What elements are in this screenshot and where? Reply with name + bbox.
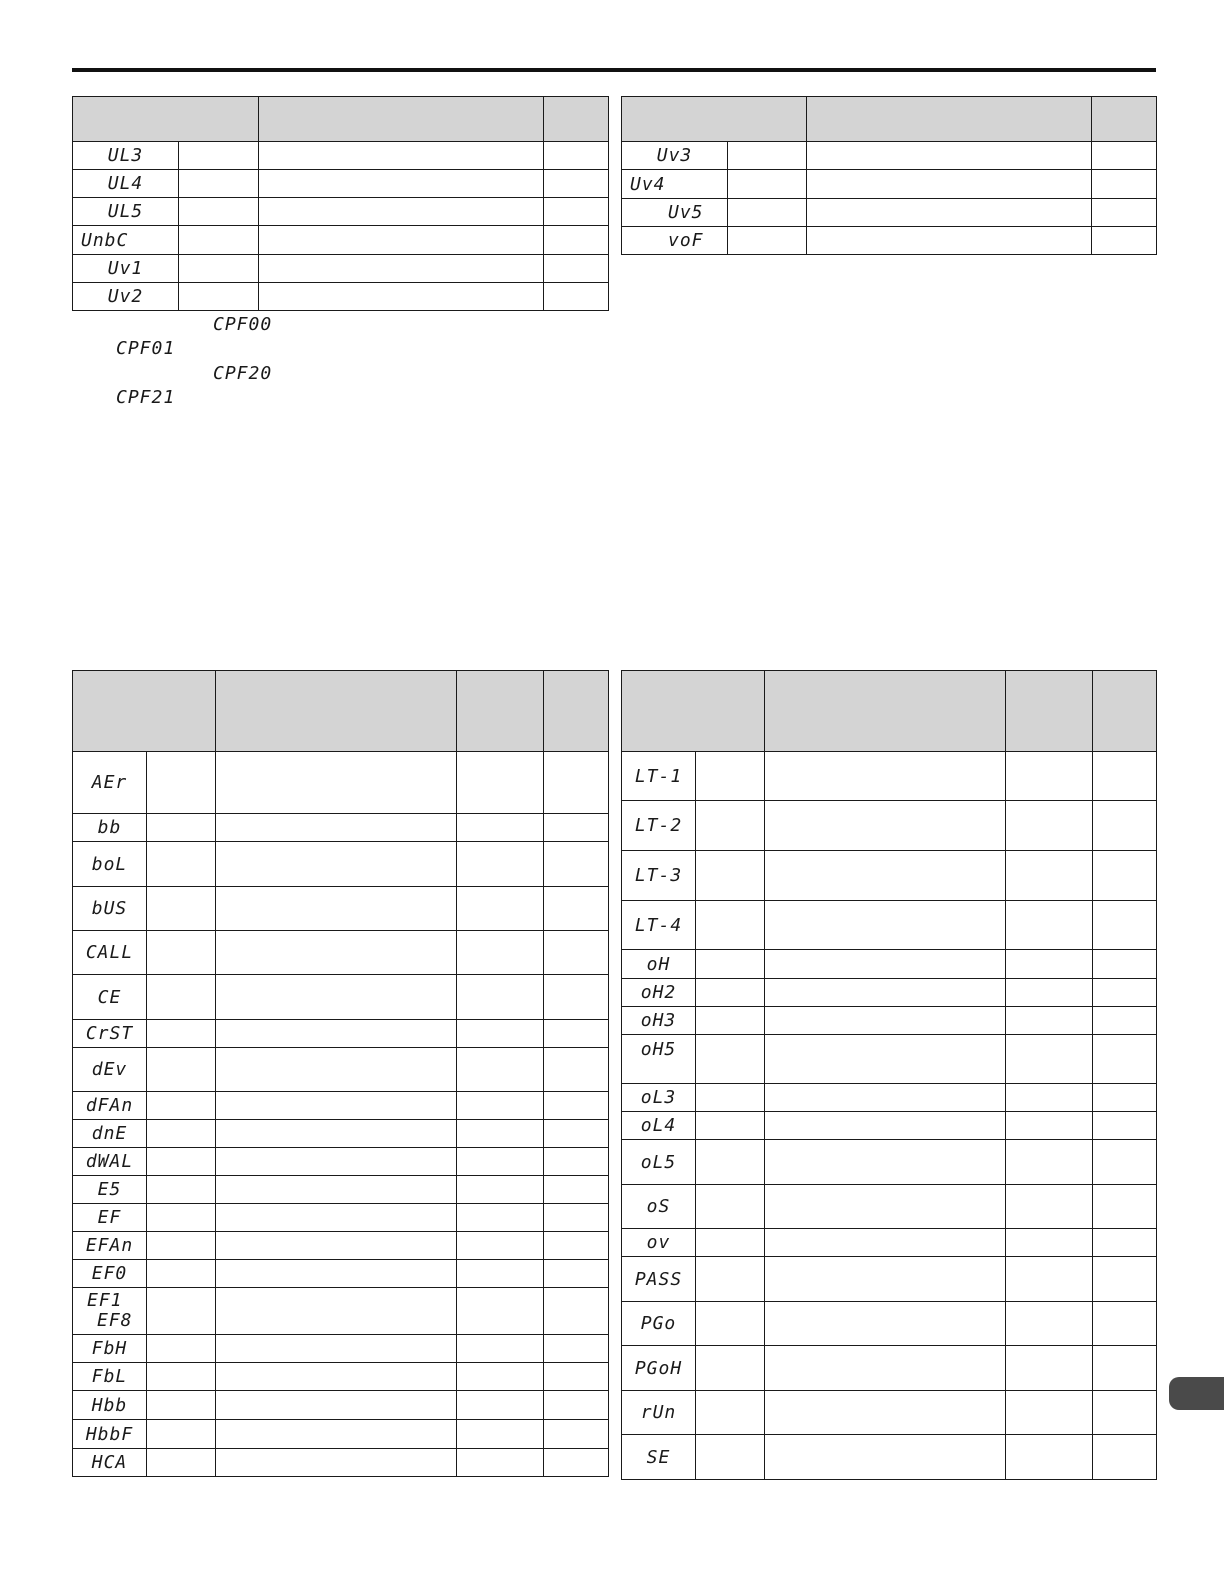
display-code: dFAn xyxy=(73,1092,147,1120)
display-code: LT-1 xyxy=(622,752,696,801)
table-row xyxy=(622,1185,1157,1229)
display-code: boL xyxy=(73,842,147,887)
table-header-row xyxy=(622,671,1157,752)
table-row xyxy=(622,950,1157,979)
table-row xyxy=(622,979,1157,1007)
display-code: bUS xyxy=(73,887,147,931)
header-cell xyxy=(259,97,544,142)
table-row xyxy=(73,1232,609,1260)
table-row xyxy=(622,1112,1157,1140)
table-row xyxy=(73,198,609,226)
display-code: PGo xyxy=(622,1302,696,1346)
table-row xyxy=(73,1335,609,1363)
table-row xyxy=(622,170,1157,199)
header-cell xyxy=(457,671,544,752)
display-code: FbH xyxy=(73,1335,147,1363)
header-cell xyxy=(216,671,457,752)
table-header-row xyxy=(73,671,609,752)
header-cell xyxy=(1093,671,1157,752)
bottom-right-alarm-table xyxy=(621,670,1157,1480)
table-row xyxy=(622,1140,1157,1185)
table-row xyxy=(73,283,609,311)
header-cell xyxy=(73,97,259,142)
top-left-alarm-table xyxy=(72,96,609,311)
table-row xyxy=(73,752,609,814)
table-row xyxy=(73,887,609,931)
note-code: CPF21 xyxy=(116,387,176,408)
display-code: oH3 xyxy=(622,1007,696,1035)
table-row xyxy=(73,170,609,198)
table-row xyxy=(73,975,609,1020)
display-code: EF8 xyxy=(97,1310,133,1331)
note-code: CPF01 xyxy=(116,338,176,359)
display-code: UnbC xyxy=(73,226,179,255)
display-code: Uv2 xyxy=(73,283,179,311)
table-row xyxy=(73,1092,609,1120)
display-code: Uv3 xyxy=(622,142,728,170)
display-code: Uv1 xyxy=(73,255,179,283)
display-code: oL3 xyxy=(622,1084,696,1112)
table-row xyxy=(73,1260,609,1288)
display-code: UL5 xyxy=(73,198,179,226)
table-header-row xyxy=(622,97,1157,142)
table-row xyxy=(622,801,1157,851)
display-code: HCA xyxy=(73,1449,147,1477)
table-row xyxy=(622,1346,1157,1391)
display-code: EF1 xyxy=(87,1290,123,1311)
display-code: CALL xyxy=(73,931,147,975)
header-cell xyxy=(544,97,609,142)
display-code: LT-3 xyxy=(622,851,696,901)
chapter-tab-marker xyxy=(1169,1377,1224,1410)
display-code: ov xyxy=(622,1229,696,1257)
display-code: rUn xyxy=(622,1391,696,1435)
display-code: dEv xyxy=(73,1048,147,1092)
display-code: HbbF xyxy=(73,1420,147,1449)
display-code: Uv4 xyxy=(622,170,728,199)
display-code: EF0 xyxy=(73,1260,147,1288)
display-code: Uv5 xyxy=(622,199,728,227)
table-row xyxy=(73,931,609,975)
display-code: CE xyxy=(73,975,147,1020)
display-code: E5 xyxy=(73,1176,147,1204)
table-row xyxy=(73,1020,609,1048)
header-cell xyxy=(807,97,1092,142)
table-row xyxy=(622,901,1157,950)
table-row xyxy=(73,226,609,255)
display-code: CrST xyxy=(73,1020,147,1048)
note-code: CPF00 xyxy=(213,314,273,335)
table-row xyxy=(73,1048,609,1092)
display-code: dWAL xyxy=(73,1148,147,1176)
top-right-alarm-table xyxy=(621,96,1157,255)
display-code: LT-2 xyxy=(622,801,696,851)
table-row xyxy=(73,1148,609,1176)
table-row xyxy=(73,1449,609,1477)
display-code: oH xyxy=(622,950,696,979)
table-row xyxy=(622,1302,1157,1346)
table-row xyxy=(73,814,609,842)
display-code: EFAn xyxy=(73,1232,147,1260)
display-code: oH5 xyxy=(622,1035,696,1084)
display-code: dnE xyxy=(73,1120,147,1148)
table-row xyxy=(622,1084,1157,1112)
table-row xyxy=(73,1176,609,1204)
table-row xyxy=(622,1007,1157,1035)
table-row xyxy=(622,1229,1157,1257)
table-row xyxy=(622,142,1157,170)
display-code: PASS xyxy=(622,1257,696,1302)
table-row xyxy=(73,255,609,283)
table-row xyxy=(622,752,1157,801)
table-row xyxy=(73,142,609,170)
display-code-pair xyxy=(73,1288,147,1335)
display-code: EF xyxy=(73,1204,147,1232)
header-cell xyxy=(1092,97,1157,142)
table-row xyxy=(73,1391,609,1420)
display-code: FbL xyxy=(73,1363,147,1391)
table-row xyxy=(622,1257,1157,1302)
note-code: CPF20 xyxy=(213,363,273,384)
header-cell xyxy=(622,97,807,142)
bottom-left-alarm-table xyxy=(72,670,609,1477)
table-row xyxy=(622,1391,1157,1435)
display-code: AEr xyxy=(73,752,147,814)
display-code: UL4 xyxy=(73,170,179,198)
display-code: PGoH xyxy=(622,1346,696,1391)
display-code: oH2 xyxy=(622,979,696,1007)
display-code: voF xyxy=(622,227,728,255)
table-row xyxy=(73,1120,609,1148)
table-row xyxy=(73,1204,609,1232)
display-code: UL3 xyxy=(73,142,179,170)
table-row xyxy=(73,1288,609,1335)
table-header-row xyxy=(73,97,609,142)
table-row xyxy=(622,1035,1157,1084)
table-row xyxy=(622,851,1157,901)
page-top-rule xyxy=(72,68,1156,72)
display-code: SE xyxy=(622,1435,696,1480)
header-cell xyxy=(622,671,765,752)
display-code: oS xyxy=(622,1185,696,1229)
header-cell xyxy=(765,671,1006,752)
header-cell xyxy=(544,671,609,752)
display-code: bb xyxy=(73,814,147,842)
display-code: oL4 xyxy=(622,1112,696,1140)
display-code: LT-4 xyxy=(622,901,696,950)
table-row xyxy=(73,842,609,887)
table-row xyxy=(622,227,1157,255)
table-row xyxy=(73,1420,609,1449)
table-row xyxy=(622,1435,1157,1480)
table-row xyxy=(73,1363,609,1391)
display-code: Hbb xyxy=(73,1391,147,1420)
display-code: oL5 xyxy=(622,1140,696,1185)
table-row xyxy=(622,199,1157,227)
header-cell xyxy=(1006,671,1093,752)
header-cell xyxy=(73,671,216,752)
